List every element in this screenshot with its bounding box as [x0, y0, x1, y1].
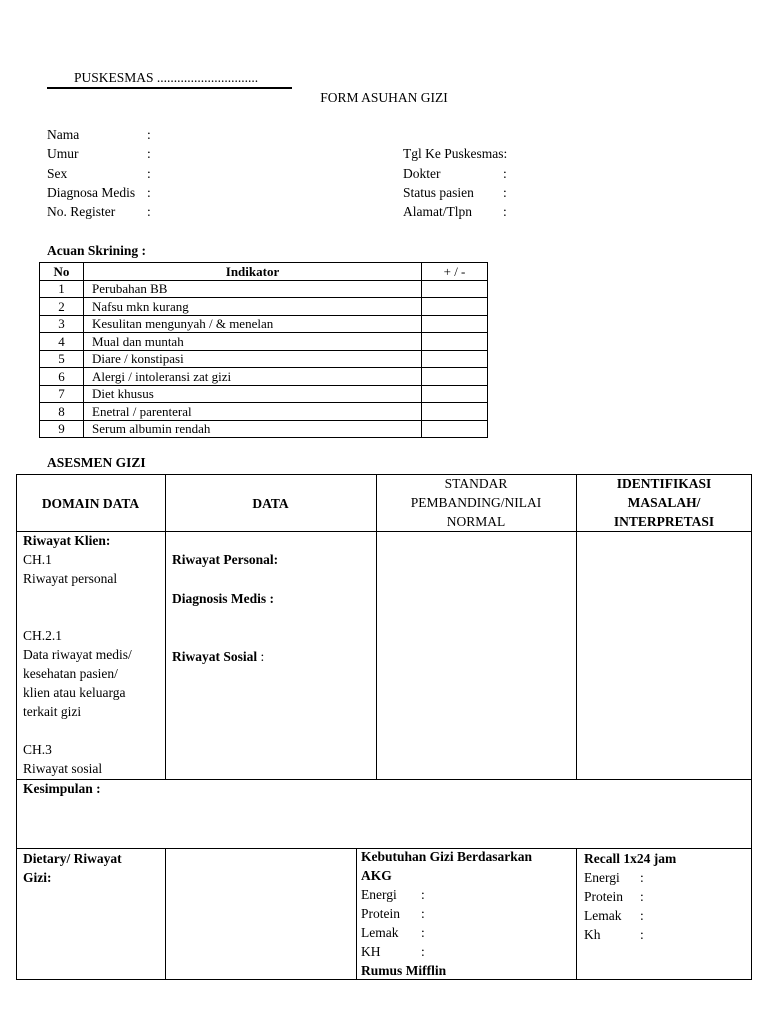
row-mark-cell[interactable] [422, 420, 488, 438]
rumus-mifflin: Rumus Mifflin [361, 963, 447, 978]
col-mark: + / - [422, 263, 488, 281]
row-mark-cell[interactable] [422, 298, 488, 316]
recall-item-sep: : [640, 889, 644, 904]
riwayat-sosial-text: Riwayat Sosial [172, 649, 258, 664]
riwayat-sosial-label [172, 647, 264, 666]
row-no: 9 [40, 420, 84, 438]
row-no: 8 [40, 403, 84, 421]
table-row [40, 298, 488, 316]
header-domain: DOMAIN DATA [41, 496, 140, 511]
recall-item-sep: : [640, 870, 644, 885]
sep-sex: : [147, 166, 151, 181]
recall-item-label: Protein [584, 889, 623, 904]
table-row [40, 333, 488, 351]
header-standard-line: NORMAL [446, 514, 506, 529]
kebutuhan-item-label: Protein [361, 906, 400, 921]
header-identification [576, 474, 752, 531]
sep-status: : [503, 185, 507, 200]
diet-divider-1 [165, 848, 166, 980]
header-identification-line: INTERPRETASI [613, 514, 715, 529]
sep-diagnosa: : [147, 185, 151, 200]
sep-dokter: : [503, 166, 507, 181]
label-tgl: Tgl Ke Puskesmas: [403, 146, 508, 161]
recall-item [584, 868, 676, 887]
dietary-label [23, 849, 122, 887]
table-row [40, 420, 488, 438]
row-no: 6 [40, 368, 84, 386]
header-underline [47, 87, 292, 89]
label-alamat: Alamat/Tlpn [403, 204, 472, 219]
row-no: 2 [40, 298, 84, 316]
ch21-desc: Data riwayat medis/ [23, 647, 132, 662]
label-umur: Umur [47, 146, 79, 161]
header-identification-line: IDENTIFIKASI [616, 476, 712, 491]
recall-item-label: Lemak [584, 908, 622, 923]
row-mark-cell[interactable] [422, 385, 488, 403]
header-standard-line: STANDAR [444, 476, 508, 491]
row-no: 5 [40, 350, 84, 368]
row-mark-cell[interactable] [422, 280, 488, 298]
recall-item [584, 906, 676, 925]
ch21-code: CH.2.1 [23, 628, 63, 643]
table-row [40, 280, 488, 298]
recall-item-sep: : [640, 927, 644, 942]
dietary-label-line: Gizi: [23, 870, 52, 885]
riwayat-klien-label: Riwayat Klien: [23, 533, 111, 548]
label-register: No. Register [47, 204, 116, 219]
screening-title: Acuan Skrining : [47, 243, 147, 258]
col-divider-1 [165, 474, 166, 779]
diet-divider-3 [576, 848, 577, 980]
recall-item [584, 925, 676, 944]
kebutuhan-item [361, 885, 532, 904]
sep-register: : [147, 204, 151, 219]
table-row [40, 350, 488, 368]
riwayat-sosial-sep: : [257, 649, 265, 664]
ch1-desc: Riwayat personal [23, 571, 118, 586]
row-mark-cell[interactable] [422, 315, 488, 333]
kebutuhan-item-sep: : [421, 944, 425, 959]
recall-block [584, 849, 676, 944]
ch21-desc: klien atau keluarga [23, 685, 126, 700]
header-data: DATA [252, 496, 289, 511]
form-title: FORM ASUHAN GIZI [320, 90, 448, 105]
kebutuhan-item-label: Lemak [361, 925, 399, 940]
header-standard [376, 474, 576, 531]
row-indikator: Nafsu mkn kurang [84, 298, 422, 316]
row-indikator: Diare / konstipasi [84, 350, 422, 368]
sep-alamat: : [503, 204, 507, 219]
col-indikator: Indikator [84, 263, 422, 281]
row-mark-cell[interactable] [422, 403, 488, 421]
table-row [40, 368, 488, 386]
diet-divider-2 [356, 848, 357, 980]
ch3-code: CH.3 [23, 742, 52, 757]
riwayat-personal-label: Riwayat Personal: [172, 552, 279, 567]
screening-header-row [40, 263, 488, 281]
kebutuhan-item-label: Energi [361, 887, 397, 902]
kebutuhan-item [361, 904, 532, 923]
row-indikator: Enetral / parenteral [84, 403, 422, 421]
kebutuhan-item-sep: : [421, 887, 425, 902]
header-identification-line: MASALAH/ [627, 495, 701, 510]
label-status: Status pasien [403, 185, 474, 200]
kebutuhan-item-label: KH [361, 944, 381, 959]
dietary-label-line: Dietary/ Riwayat [23, 851, 122, 866]
table-row [40, 385, 488, 403]
ch3-desc: Riwayat sosial [23, 761, 103, 776]
recall-title: Recall 1x24 jam [584, 851, 677, 866]
recall-item-label: Energi [584, 870, 620, 885]
history-divider [16, 779, 752, 780]
table-row [40, 403, 488, 421]
row-mark-cell[interactable] [422, 368, 488, 386]
row-mark-cell[interactable] [422, 333, 488, 351]
kesimpulan-label: Kesimpulan : [23, 781, 101, 796]
kebutuhan-item [361, 923, 532, 942]
row-no: 3 [40, 315, 84, 333]
kebutuhan-item-sep: : [421, 925, 425, 940]
puskesmas-label: PUSKESMAS .............................. [74, 70, 259, 85]
recall-item [584, 887, 676, 906]
kebutuhan-item-sep: : [421, 906, 425, 921]
kebutuhan-title: Kebutuhan Gizi Berdasarkan [361, 849, 533, 864]
kebutuhan-item [361, 942, 532, 961]
row-no: 7 [40, 385, 84, 403]
row-indikator: Perubahan BB [84, 280, 422, 298]
table-row [40, 315, 488, 333]
row-indikator: Kesulitan mengunyah / & menelan [84, 315, 422, 333]
label-nama: Nama [47, 127, 80, 142]
screening-table [39, 262, 488, 438]
assessment-title: ASESMEN GIZI [47, 455, 146, 470]
header-standard-line: PEMBANDING/NILAI [410, 495, 542, 510]
kebutuhan-title: AKG [361, 868, 392, 883]
row-mark-cell[interactable] [422, 350, 488, 368]
ch21-desc: terkait gizi [23, 704, 82, 719]
row-indikator: Serum albumin rendah [84, 420, 422, 438]
label-sex: Sex [47, 166, 68, 181]
ch1-code: CH.1 [23, 552, 52, 567]
row-indikator: Alergi / intoleransi zat gizi [84, 368, 422, 386]
recall-item-label: Kh [584, 927, 601, 942]
diagnosis-medis-label: Diagnosis Medis : [172, 591, 275, 606]
domain-column [23, 531, 132, 778]
row-no: 1 [40, 280, 84, 298]
kebutuhan-gizi-block [361, 847, 532, 980]
label-diagnosa: Diagnosa Medis [47, 185, 136, 200]
row-indikator: Diet khusus [84, 385, 422, 403]
row-indikator: Mual dan muntah [84, 333, 422, 351]
col-no: No [40, 263, 84, 281]
recall-item-sep: : [640, 908, 644, 923]
ch21-desc: kesehatan pasien/ [23, 666, 118, 681]
row-no: 4 [40, 333, 84, 351]
sep-umur: : [147, 146, 151, 161]
label-dokter: Dokter [403, 166, 441, 181]
sep-nama: : [147, 127, 151, 142]
